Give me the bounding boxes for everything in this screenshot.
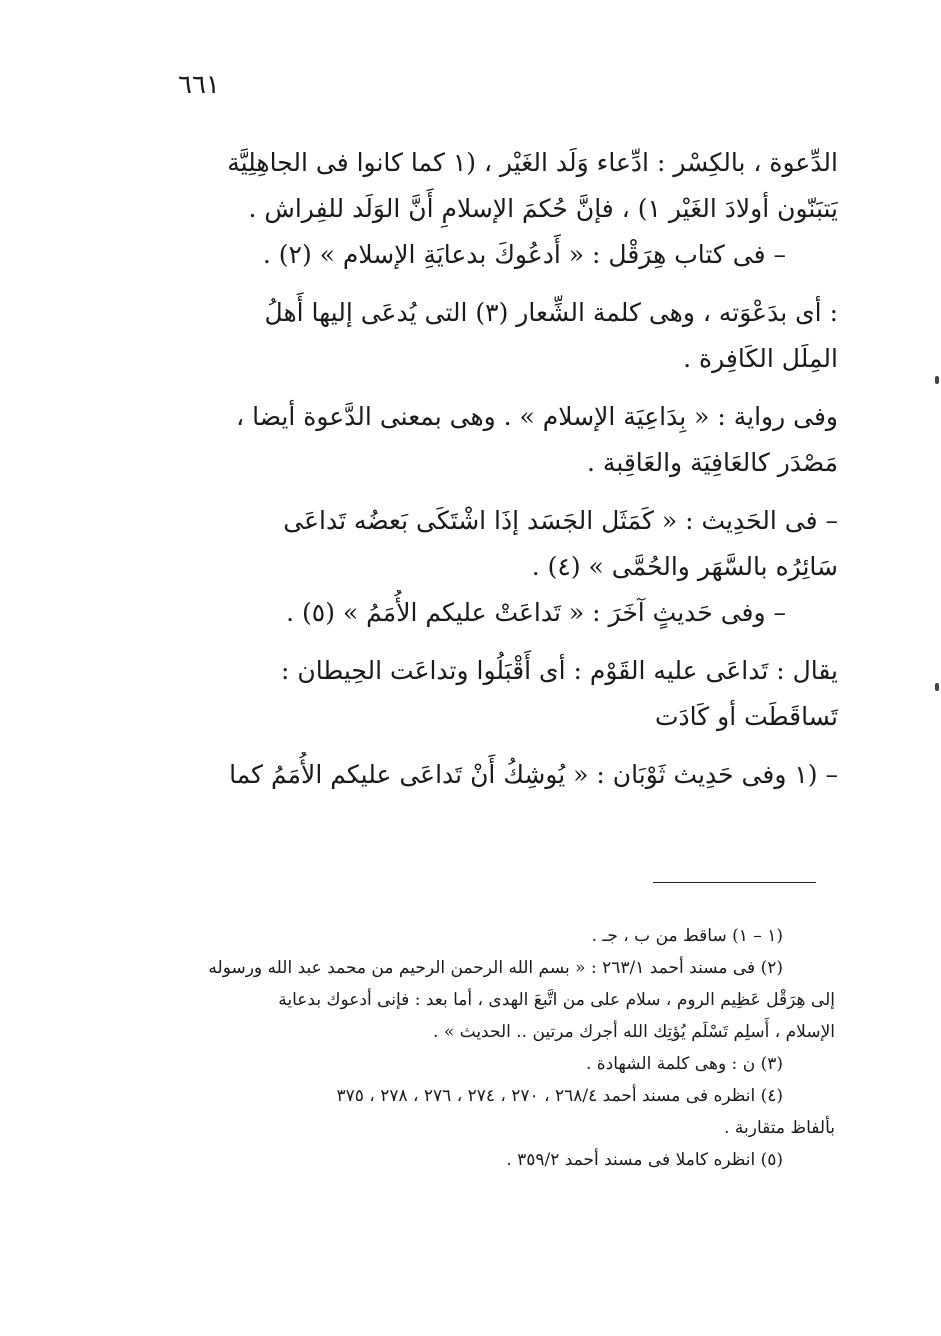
text-line: – فى الحَدِيث : « كَمَثَل الجَسَد إذَا اشْتَكَى بَعضُه تَداعَى — [283, 506, 838, 535]
text-line: سَائِرُه بالسَّهَر والحُمَّى » (٤) . — [531, 552, 838, 581]
paragraph — [148, 498, 838, 590]
paragraph — [148, 752, 838, 798]
page-number: ٦٦١ — [178, 70, 220, 100]
text-line: المِلَل الكَافِرة . — [683, 344, 838, 373]
footnote: (٣) ن : وهى كلمة الشهادة . — [585, 1054, 783, 1074]
body-text — [148, 140, 838, 798]
text-line: : أى بدَعْوَته ، وهى كلمة الشِّعار (٣) التى يُدعَى إليها أَهلُ — [264, 298, 838, 327]
text-line: وفى رواية : « بِدَاعِيَة الإسلام » . وهى بمعنى الدَّعوة أيضا ، — [236, 402, 838, 431]
footnotes — [140, 920, 835, 1176]
paragraph — [148, 648, 838, 740]
text-line: يَتبَنّون أولادَ الغَيْر ١) ، فإنَّ حُكمَ الإسلامِ أَنَّ الوَلَد للفِراش . — [248, 194, 838, 223]
margin-mark — [935, 376, 939, 384]
footnote: (١ – ١) ساقط من ب ، جـ . — [591, 926, 783, 946]
text-line: تَساقَطَت أو كَادَت — [655, 702, 838, 731]
footnote: (٤) انظره فى مسند أحمد ٢٦٨/٤ ، ٢٧٠ ، ٢٧٤ ، ٢٧٦ ، ٢٧٨ ، ٣٧٥ — [336, 1086, 783, 1106]
paragraph — [148, 140, 838, 232]
text-line: يقال : تَداعَى عليه القَوْم : أى أَقْبَلُوا وتداعَت الحِيطان : — [280, 656, 838, 685]
paragraph — [148, 290, 838, 382]
footnote-divider — [653, 882, 816, 883]
paragraph — [148, 232, 838, 278]
text-line: – وفى حَديثٍ آخَرَ : « تَداعَتْ عليكم الأُمَمُ » (٥) . — [286, 598, 786, 627]
footnote: (٢) فى مسند أحمد ٢٦٣/١ : « بسم الله الرحمن الرحيم من محمد عبد الله ورسوله — [208, 958, 783, 978]
paragraph — [148, 394, 838, 486]
footnote: (٥) انظره كاملا فى مسند أحمد ٣٥٩/٢ . — [506, 1150, 783, 1170]
text-line: مَصْدَر كالعَافِيَة والعَاقِبة . — [587, 448, 838, 477]
text-line: – (١ وفى حَدِيث ثَوْبَان : « يُوشِكُ أَنْ تَداعَى عليكم الأُمَمُ كما — [229, 760, 838, 789]
footnote-continuation: الإسلام ، أَسلِم تَسْلَم يُؤتِك الله أجرك مرتين .. الحديث » . — [433, 1022, 835, 1042]
text-line: – فى كتاب هِرَقْل : « أَدعُوكَ بدعايَةِ الإسلام » (٢) . — [262, 240, 786, 269]
text-line: الدِّعوة ، بالكِسْر : ادِّعاء وَلَد الغَيْر ، (١ كما كانوا فى الجاهِلِيَّة — [227, 148, 838, 177]
margin-mark — [935, 683, 939, 691]
footnote-continuation: بألفاظ متقاربة . — [724, 1118, 835, 1138]
paragraph — [148, 590, 838, 636]
footnote-continuation: إلى هِرَقْل عَظِيم الروم ، سلام على من اتَّبعَ الهدى ، أما بعد : فإنى أدعوك بدعاية — [278, 990, 835, 1010]
